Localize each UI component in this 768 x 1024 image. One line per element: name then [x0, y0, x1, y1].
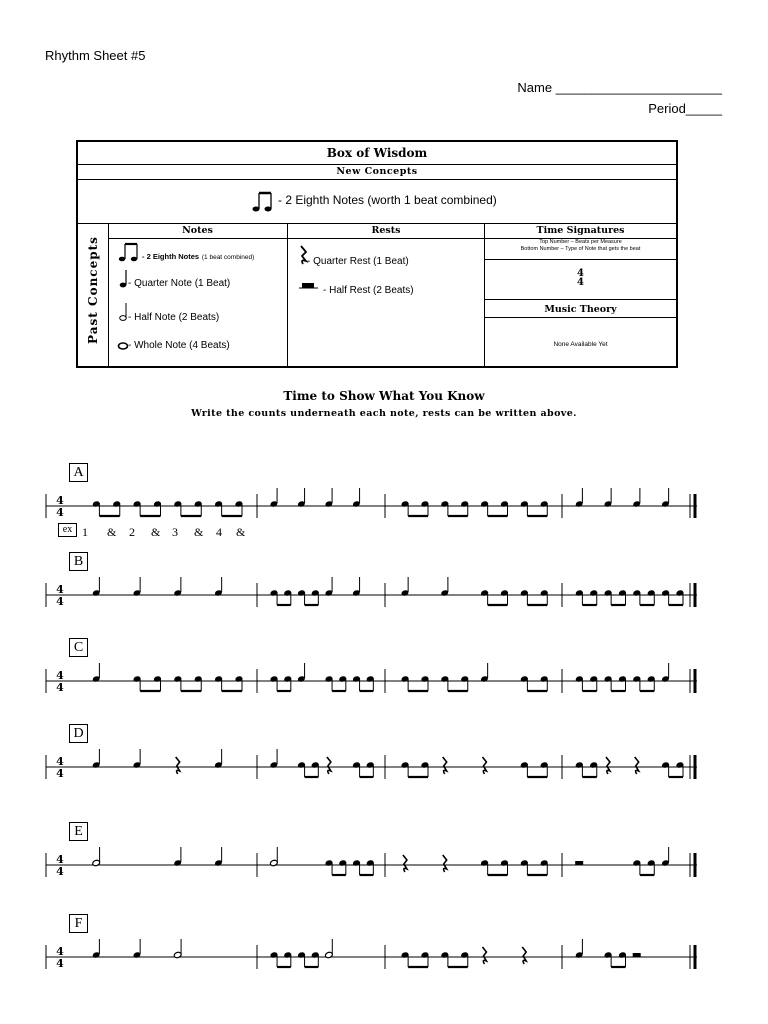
half-rest [633, 953, 641, 957]
time-sig-line-2: Bottom Number – Type of Note that gets the beat [520, 246, 641, 252]
exercise-label: B [69, 552, 88, 571]
time-signature-top: 4 [56, 755, 64, 768]
time-sig-line-1: Top Number – Beats per Measure [539, 239, 622, 245]
name-field[interactable]: Name _______________________ [517, 80, 722, 95]
example-count: 2 [129, 525, 135, 539]
time-signatures-heading: Time Signatures [485, 223, 676, 239]
example-count: 3 [172, 525, 178, 539]
past-concepts-label: Past Concepts [86, 236, 100, 344]
example-count: & [194, 525, 204, 539]
new-concept-text: - 2 Eighth Notes (worth 1 beat combined) [278, 193, 497, 207]
time-signature-bottom: 4 [56, 595, 64, 608]
example-count: 4 [216, 525, 222, 539]
quarter-rest [327, 757, 331, 774]
exercise-label: A [69, 463, 88, 482]
time-signature-top: 4 [56, 669, 64, 682]
time-signature-bottom: 4 [56, 957, 64, 970]
rest-item-quarter: - Quarter Rest (1 Beat) [307, 256, 409, 267]
note-item-whole: - Whole Note (4 Beats) [128, 340, 230, 351]
new-concepts-heading: New Concepts [78, 164, 676, 180]
example-count: & [236, 525, 246, 539]
time-signature-top: 4 [56, 853, 64, 866]
time-signature-bottom: 4 [56, 767, 64, 780]
box-title: Box of Wisdom [78, 142, 676, 165]
note-item-quarter: - Quarter Note (1 Beat) [128, 278, 231, 289]
sheet-title: Rhythm Sheet #5 [45, 48, 146, 63]
rest-item-half: - Half Rest (2 Beats) [323, 285, 414, 296]
example-count: & [107, 525, 117, 539]
quarter-rest [176, 757, 180, 774]
section-title: Time to Show What You Know [283, 389, 485, 403]
quarter-rest [403, 855, 407, 872]
quarter-rest [522, 947, 526, 964]
music-theory-heading: Music Theory [485, 302, 676, 318]
time-signature-top: 4 [56, 583, 64, 596]
quarter-rest [443, 855, 447, 872]
note-item-half: - Half Note (2 Beats) [128, 312, 220, 323]
exercise-label: E [69, 822, 88, 841]
exercise-label: D [69, 724, 88, 743]
time-sig-top: 4 [577, 268, 584, 279]
time-signature-bottom: 4 [56, 506, 64, 519]
exercise-label: F [69, 914, 88, 933]
time-signature-top: 4 [56, 494, 64, 507]
quarter-rest [443, 757, 447, 774]
example-count: & [151, 525, 161, 539]
quarter-rest [482, 757, 486, 774]
section-instructions: Write the counts underneath each note, rests can be written above. [191, 408, 577, 419]
exercise-label: C [69, 638, 88, 657]
time-sig-bottom: 4 [577, 277, 584, 288]
example-count: 1 [82, 525, 88, 539]
quarter-rest [635, 757, 639, 774]
time-signature-bottom: 4 [56, 865, 64, 878]
rests-heading: Rests [288, 223, 484, 239]
time-signature-bottom: 4 [56, 681, 64, 694]
notes-heading: Notes [108, 223, 287, 239]
period-field[interactable]: Period_____ [648, 101, 722, 116]
time-signature-top: 4 [56, 945, 64, 958]
note-item-eighth: - 2 Eighth Notes (1 beat combined) [142, 252, 255, 261]
half-rest [575, 861, 583, 865]
example-label: ex [58, 523, 77, 537]
quarter-rest [482, 947, 486, 964]
music-theory-text: None Available Yet [553, 341, 608, 348]
quarter-rest [606, 757, 610, 774]
